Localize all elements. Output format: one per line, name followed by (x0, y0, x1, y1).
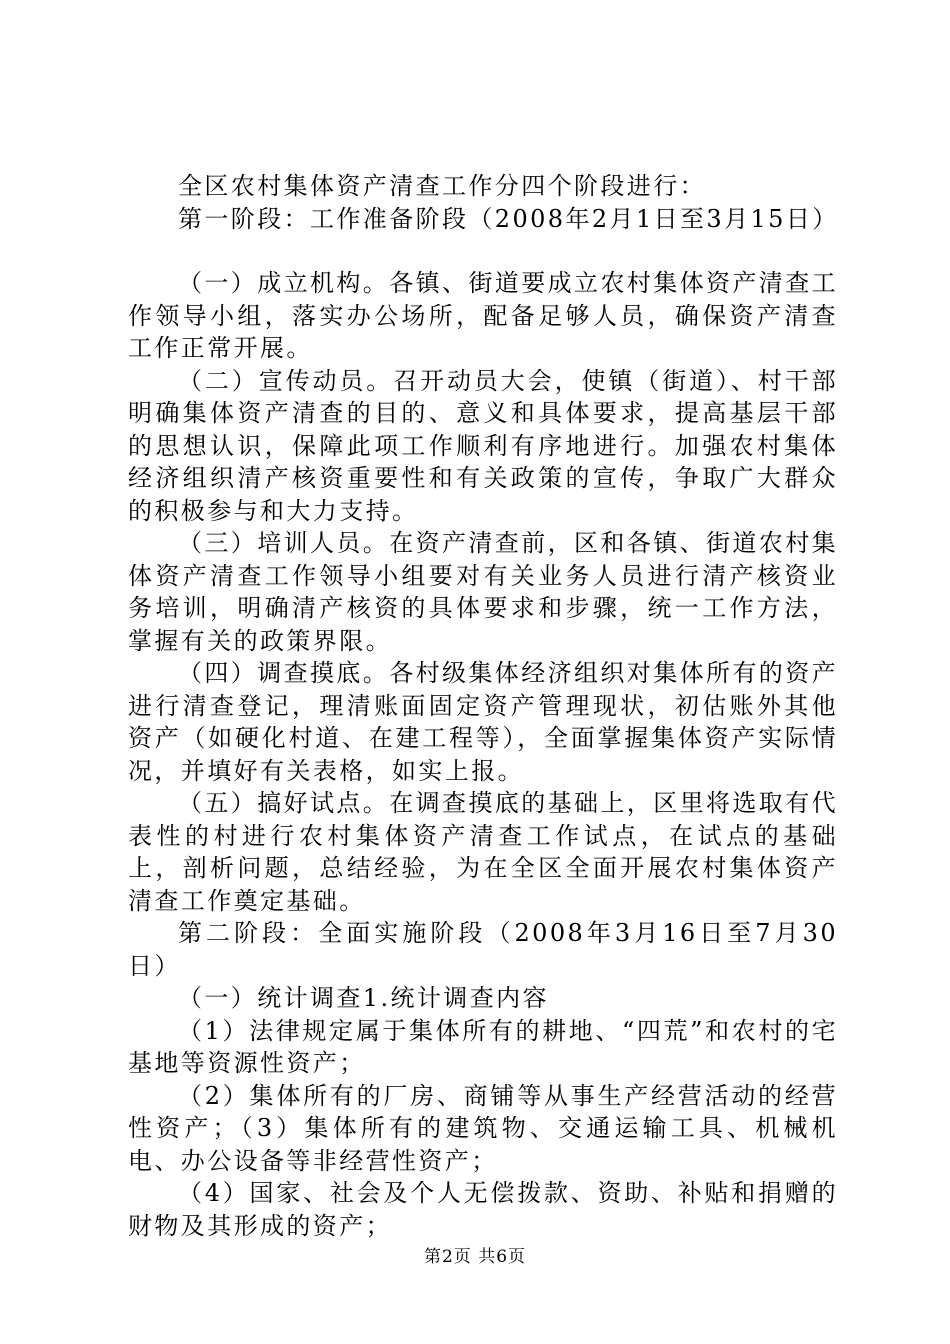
heading-stage-one: 第一阶段：工作准备阶段（2008年2月1日至3月15日） (178, 204, 839, 233)
document-body (128, 170, 838, 1242)
paragraph-item-1: （1）法律规定属于集体所有的耕地、“四荒”和农村的宅基地等资源性资产； (128, 1016, 838, 1077)
paragraph-training: （三）培训人员。在资产清查前，区和各镇、街道农村集体资产清查工作领导小组要对有关业务人员进行清产核资业务培训，明确清产核资的具体要求和步骤，统一工作方法，掌握有关的政策界限。 (128, 529, 838, 655)
paragraph-pilot: （五）搞好试点。在调查摸底的基础上，区里将选取有代表性的村进行农村集体资产清查工作试点，在试点的基础上，剖析问题，总结经验，为在全区全面开展农村集体资产清查工作奠定基础。 (128, 789, 838, 915)
paragraph-item-2-3: （2）集体所有的厂房、商铺等从事生产经营活动的经营性资产；（3）集体所有的建筑物、交通运输工具、机械机电、办公设备等非经营性资产； (128, 1081, 838, 1175)
paragraph-establish-agency: （一）成立机构。各镇、街道要成立农村集体资产清查工作领导小组，落实办公场所，配备足够人员，确保资产清查工作正常开展。 (128, 269, 838, 362)
paragraph-item-4: （4）国家、社会及个人无偿拨款、资助、补贴和捐赠的财物及其形成的资产； (128, 1179, 838, 1240)
page-number-footer: 第2页 共6页 (423, 1247, 527, 1267)
heading-stage-two: 第二阶段：全面实施阶段（2008年3月16日至7月30日） (128, 919, 838, 980)
paragraph-statistics: （一）统计调查1.统计调查内容 (178, 984, 549, 1012)
paragraph-publicity: （二）宣传动员。召开动员大会，使镇（街道）、村干部明确集体资产清查的目的、意义和具体要求，提高基层干部的思想认识，保障此项工作顺利有序地进行。加强农村集体经济组织清产核资重要性和有关政策的宣传，争取广大群众的积极参与和大力支持。 (128, 366, 838, 525)
paragraph-intro: 全区农村集体资产清查工作分四个阶段进行： (178, 172, 706, 200)
paragraph-survey: （四）调查摸底。各村级集体经济组织对集体所有的资产进行清查登记，理清账面固定资产管理现状，初估账外其他资产（如硬化村道、在建工程等），全面掌握集体资产实际情况，并填好有关表格，如实上报。 (128, 659, 838, 785)
